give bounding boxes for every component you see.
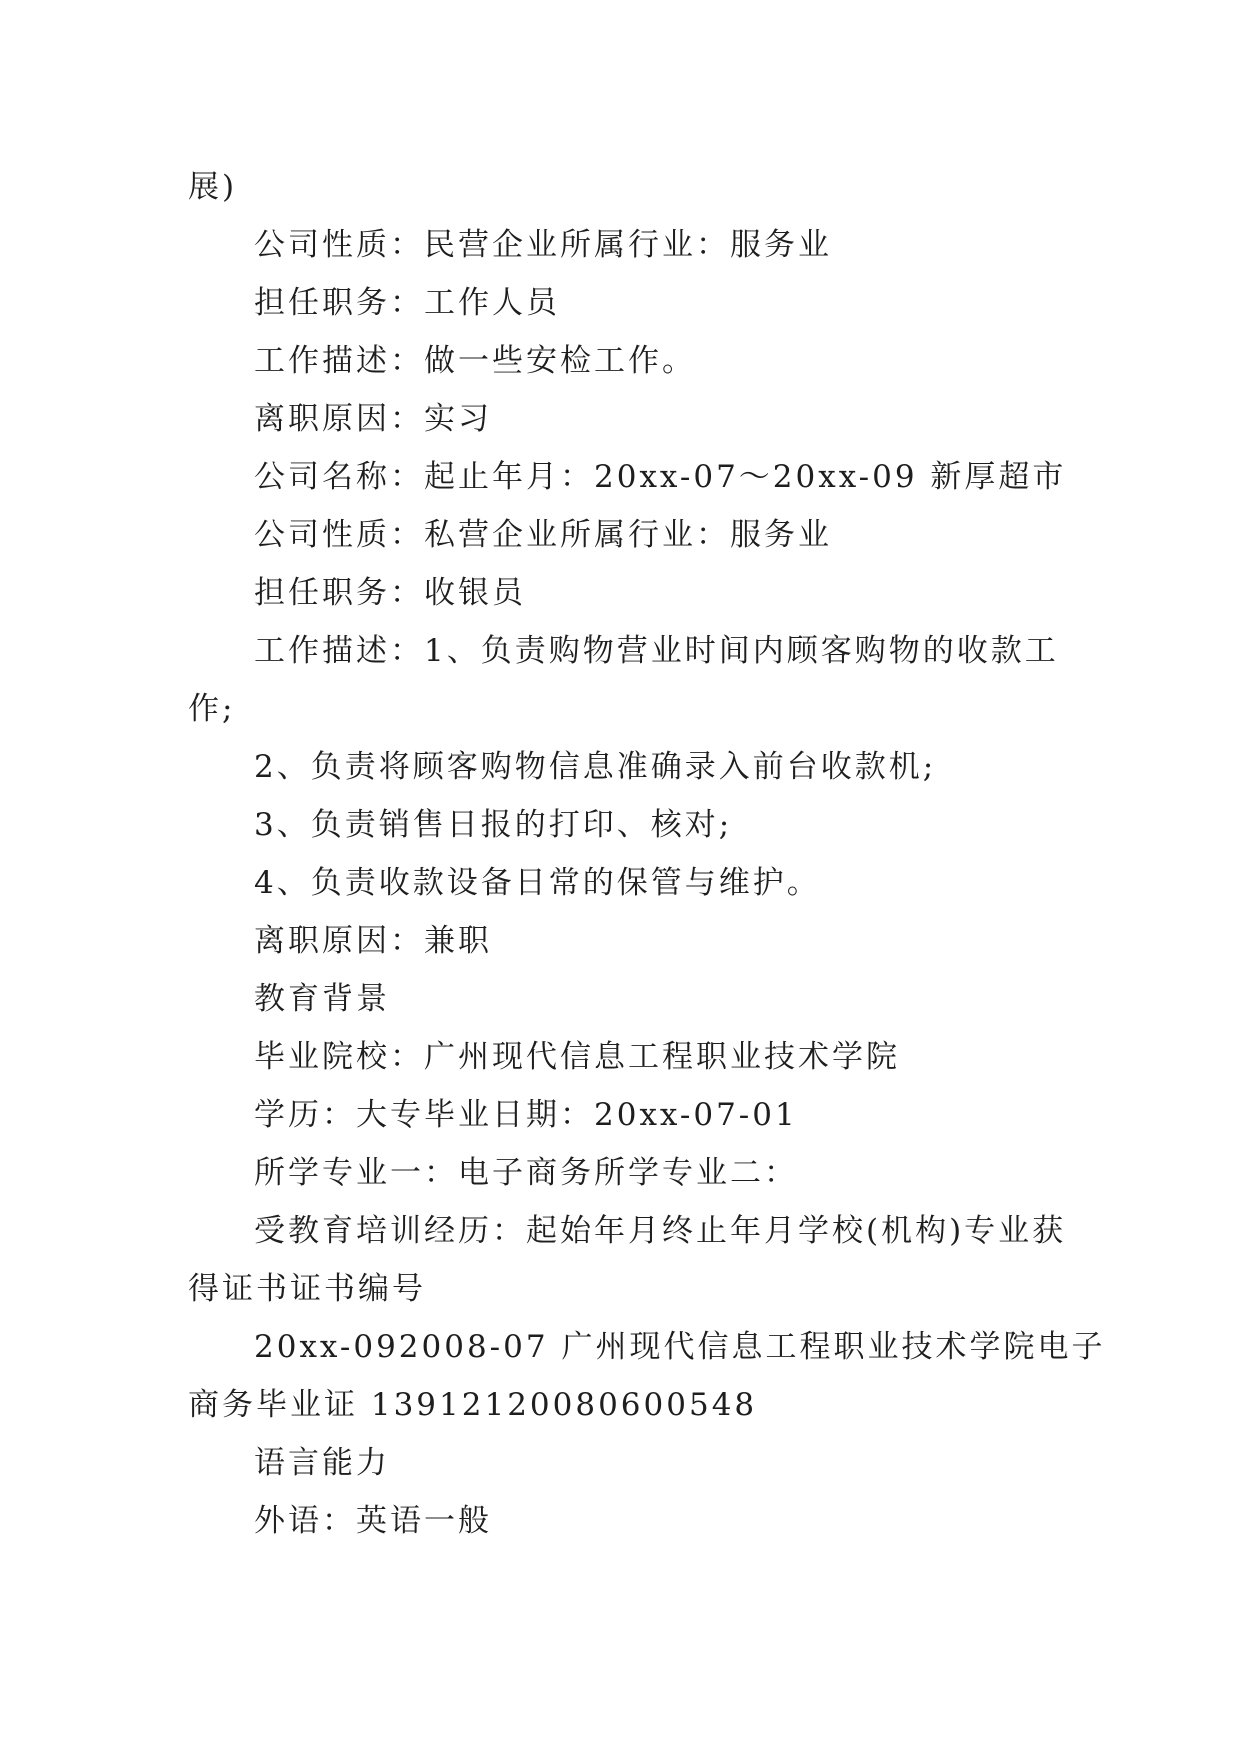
text-line: 担任职务：收银员 <box>254 575 526 611</box>
text-line: 外语：英语一般 <box>254 1503 492 1539</box>
section-heading: 语言能力 <box>254 1445 390 1481</box>
text-line: 离职原因：实习 <box>254 401 492 437</box>
text-line: 毕业院校：广州现代信息工程职业技术学院 <box>254 1039 900 1075</box>
text-line: 20xx-092008-07 广州现代信息工程职业技术学院电子 <box>254 1329 1106 1365</box>
text-line: 工作描述：做一些安检工作。 <box>254 343 696 379</box>
text-line: 公司性质：民营企业所属行业：服务业 <box>254 227 832 263</box>
text-line: 得证书证书编号 <box>188 1271 426 1307</box>
section-heading: 教育背景 <box>254 981 390 1017</box>
text-line: 作; <box>188 691 236 727</box>
text-line: 受教育培训经历：起始年月终止年月学校(机构)专业获 <box>254 1213 1067 1249</box>
text-line: 3、负责销售日报的打印、核对; <box>254 807 733 843</box>
text-line: 学历：大专毕业日期：20xx-07-01 <box>254 1097 798 1133</box>
text-line: 所学专业一：电子商务所学专业二： <box>254 1155 798 1191</box>
text-line: 2、负责将顾客购物信息准确录入前台收款机; <box>254 749 937 785</box>
document-body <box>188 158 1106 1550</box>
text-line: 工作描述：1、负责购物营业时间内顾客购物的收款工 <box>254 633 1059 669</box>
text-line: 公司名称：起止年月：20xx-07～20xx-09 新厚超市 <box>254 459 1067 495</box>
text-line: 担任职务：工作人员 <box>254 285 560 321</box>
text-line: 4、负责收款设备日常的保管与维护。 <box>254 865 821 901</box>
text-line: 离职原因：兼职 <box>254 923 492 959</box>
text-line: 商务毕业证 13912120080600548 <box>188 1387 758 1423</box>
text-line: 公司性质：私营企业所属行业：服务业 <box>254 517 832 553</box>
text-line: 展) <box>188 169 238 205</box>
